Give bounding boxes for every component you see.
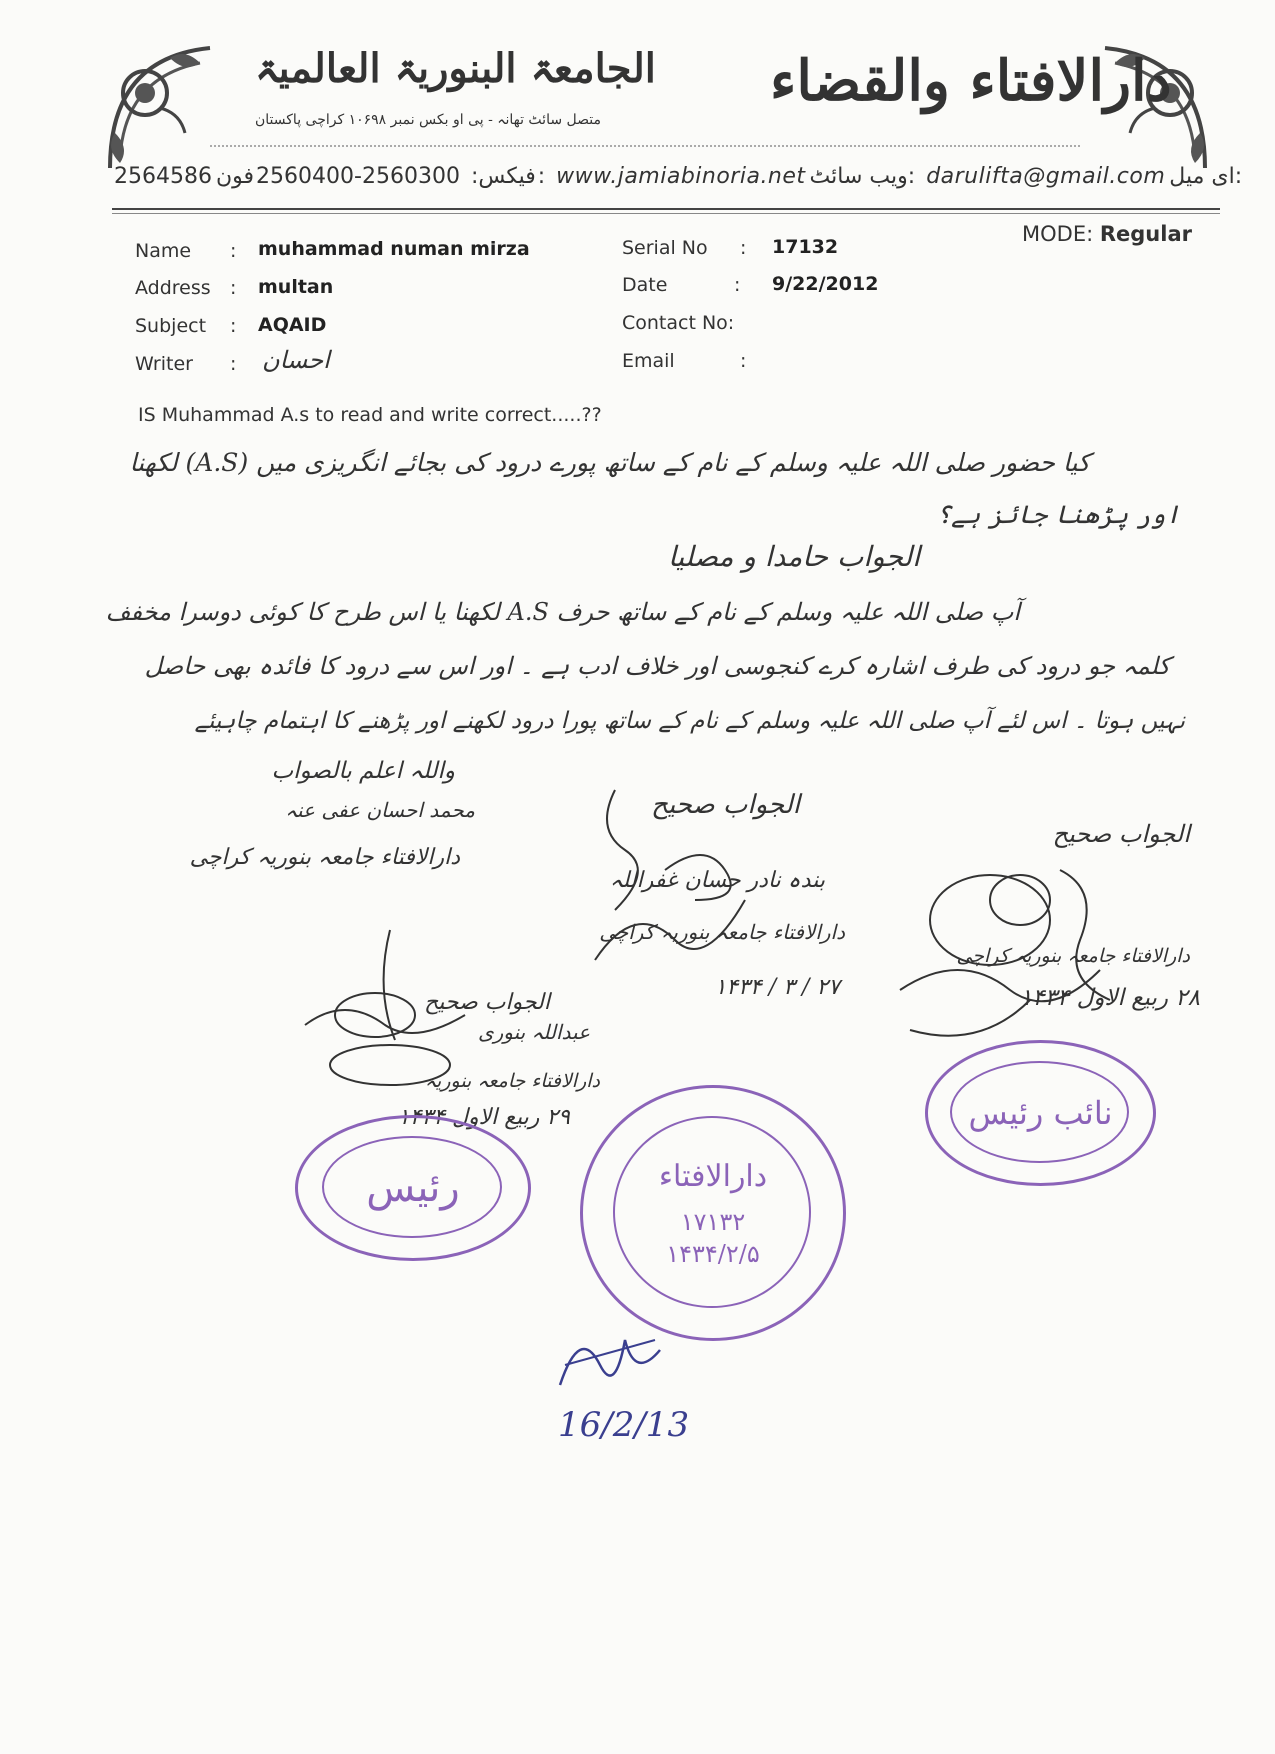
department-name: دارالافتاء والقضاء [770,48,1172,114]
address-value: multan [258,276,334,298]
bottom-signature-icon [555,1325,665,1395]
closing-line-1: واللہ اعلم بالصواب [271,758,455,784]
stamp-center [580,1085,846,1341]
answer-line-1: آپ صلی اللہ علیہ وسلم کے نام کے ساتھ حرف A.S لکھنا یا اس طرح کا کوئی دوسرا مخفف [105,598,1020,626]
sign-center-line-1: الجواب صحیح [651,790,800,820]
right-signature-scribble-icon [880,840,1180,1050]
left-signature-scribble-icon [295,925,525,1125]
sign-right-date: ۲۸ ربیع الاول ۱۴۳۴ [1019,985,1200,1011]
left-ornament-icon [100,38,220,178]
stamp-center-date: ۱۴۳۴/۲/۵ [666,1239,760,1268]
address-label: Address [135,277,211,299]
serial-value: 17132 [772,236,839,258]
serial-label: Serial No [622,237,708,259]
stamp-right-text: نائب رئیس [968,1094,1113,1132]
name-value: muhammad numan mirza [258,238,530,260]
mode-value: Regular [1099,222,1192,246]
sign-left-line-1: الجواب صحیح [424,990,550,1015]
date-value: 9/22/2012 [772,273,879,295]
fax-number: 2564586 [114,164,212,189]
email-field-label: Email [622,350,675,372]
contact-line [112,164,1243,189]
center-signature-scribble-icon [585,780,845,980]
email-colon: : [740,350,747,372]
answer-line-2: کلمہ جو درود کی طرف اشارہ کرے کنجوسی اور خلاف ادب ہے ۔ اور اس سے درود کا فائدہ بھی حاصل [144,652,1170,680]
answer-line-3: نہیں ہوتا ۔ اس لئے آپ صلی اللہ علیہ وسلم کے نام کے ساتھ پورا درود لکھنے اور پڑھنے کا اہتمام چاہیئے [194,708,1185,734]
sign-center-line-3: دارالافتاء جامعہ بنوریہ کراچی [599,920,845,944]
fax-label: فیکس: [470,164,536,189]
stamp-center-title: دارالافتاء [658,1158,768,1194]
phone-number: 2560300-2560400 [256,164,460,189]
sign-left-date: ۲۹ ربیع الاول ۱۴۳۴ [397,1105,570,1130]
email-address: darulifta@gmail.com [926,164,1166,189]
institution-name: الجامعۃ البنوریۃ العالمیۃ [255,45,656,92]
name-label: Name [135,240,192,262]
closing-line-2: محمد احسان عفی عنہ [285,798,475,822]
date-label: Date [622,274,668,296]
serial-colon: : [740,237,747,259]
question-urdu-line-1: کیا حضور صلی اللہ علیہ وسلم کے نام کے ساتھ پورے درود کی بجائے انگریزی میں (A.S) لکھنا [129,448,1090,477]
sign-center-line-2: بندہ نادر حسان غفراللہ [609,868,825,893]
name-colon: : [230,240,237,262]
website: www.jamiabinoria.net [556,164,806,189]
bottom-date: 16/2/13 [558,1405,690,1445]
address-colon: : [230,277,237,299]
subject-colon: : [230,315,237,337]
mode-label: MODE: [1022,222,1094,246]
answer-heading: الجواب حامدا و مصلیا [667,540,920,573]
subject-label: Subject [135,315,207,337]
stamp-right [925,1040,1156,1186]
closing-line-3: دارالافتاء جامعہ بنوریہ کراچی [189,845,460,870]
writer-label: Writer [135,353,193,375]
writer-signature: احسان [262,346,330,374]
sign-right-line-2: دارالافتاء جامعہ بنوریہ کراچی [956,945,1190,967]
sign-right-line-1: الجواب صحیح [1052,820,1190,848]
sign-left-line-2: عبداللہ بنوری [477,1020,590,1044]
date-colon: : [734,274,741,296]
mode [1022,222,1192,246]
header-rule [112,208,1220,210]
stamp-center-number: ۱۷۱۳۲ [680,1207,746,1236]
writer-colon: : [230,353,237,375]
question-english: IS Muhammad A.s to read and write correct.....?? [138,404,602,426]
stamp-left [295,1115,531,1261]
phone-label: فون: [215,164,546,189]
decorative-border [210,145,1080,155]
question-urdu-line-2: اور پڑھنا جائز ہے؟ [936,500,1180,529]
website-label: ویب سائٹ: [809,164,916,189]
stamp-left-text: رئیس [366,1165,460,1211]
subject-value: AQAID [258,314,327,336]
email-label-ur: ای میل: [1169,164,1243,189]
contact-label: Contact No: [622,312,735,334]
sign-left-line-3: دارالافتاء جامعہ بنوریہ [424,1070,600,1092]
header-rule-thin [112,213,1220,214]
institution-address: متصل سائٹ تھانہ - پی او بکس نمبر ۱۰۶۹۸ کراچی پاکستان [255,112,601,128]
sign-center-date: ۲۷ / ۳ / ۱۴۳۴ [714,975,840,1000]
